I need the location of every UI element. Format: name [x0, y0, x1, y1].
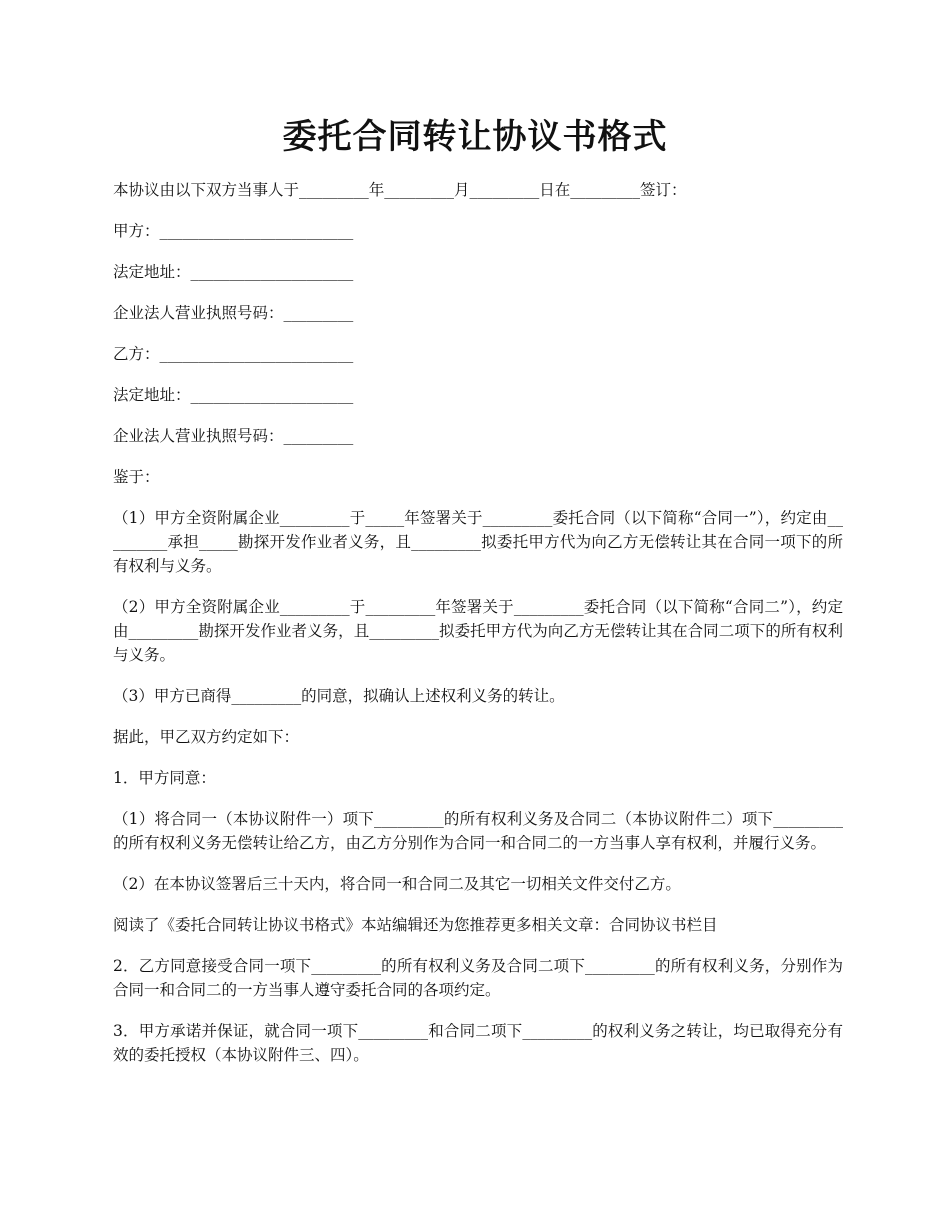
party-a-address-line: 法定地址：_____________________: [113, 263, 354, 281]
recommendation-note: 阅读了《委托合同转让协议书格式》本站编辑还为您推荐更多相关文章：合同协议书栏目: [113, 916, 718, 934]
article-1-item-1: （1）将合同一（本协议附件一）项下_________的所有权利义务及合同二（本协议附件二）项下_________的所有权利义务无偿转让给乙方，由乙方分别作为合同一和合同二的一方当事人享有权利，并履行义务。: [113, 810, 843, 852]
party-a-license-line: 企业法人营业执照号码：_________: [113, 304, 354, 322]
party-b-line: 乙方：_________________________: [113, 345, 354, 363]
whereas-heading: 鉴于：: [113, 468, 160, 486]
paragraph-intro: 本协议由以下双方当事人于_________年_________月_________日在_________签订：: [113, 181, 687, 199]
party-b-address-line: 法定地址：_____________________: [113, 386, 354, 404]
whereas-clause-2: （2）甲方全资附属企业_________于_________年签署关于_________委托合同（以下简称“合同二”），约定由_________勘探开发作业者义务，且_________拟委托甲方代为向乙方无偿转让其在合同二项下的所有权利与义务。: [113, 598, 843, 664]
whereas-clause-1: （1）甲方全资附属企业_________于_____年签署关于_________委托合同（以下简称“合同一”），约定由_________承担_____勘探开发作业者义务，且_________拟委托甲方代为向乙方无偿转让其在合同一项下的所有权利与义务。: [113, 509, 843, 575]
document-body: [113, 178, 843, 1084]
party-b-license-line: 企业法人营业执照号码：_________: [113, 427, 354, 445]
document-title: 委托合同转让协议书格式: [282, 117, 668, 157]
party-a-line: 甲方：_________________________: [113, 222, 354, 240]
whereas-clause-3: （3）甲方已商得_________的同意，拟确认上述权利义务的转让。: [113, 687, 565, 705]
article-2: 2．乙方同意接受合同一项下_________的所有权利义务及合同二项下_________的所有权利义务，分别作为合同一和合同二的一方当事人遵守委托合同的各项约定。: [113, 957, 843, 999]
agreement-lead: 据此，甲乙双方约定如下：: [113, 728, 300, 746]
article-1-heading: 1．甲方同意：: [113, 769, 216, 787]
article-3: 3．甲方承诺并保证，就合同一项下_________和合同二项下_________的权利义务之转让，均已取得充分有效的委托授权（本协议附件三、四）。: [113, 1022, 843, 1064]
article-1-item-2: （2）在本协议签署后三十天内，将合同一和合同二及其它一切相关文件交付乙方。: [113, 875, 681, 893]
